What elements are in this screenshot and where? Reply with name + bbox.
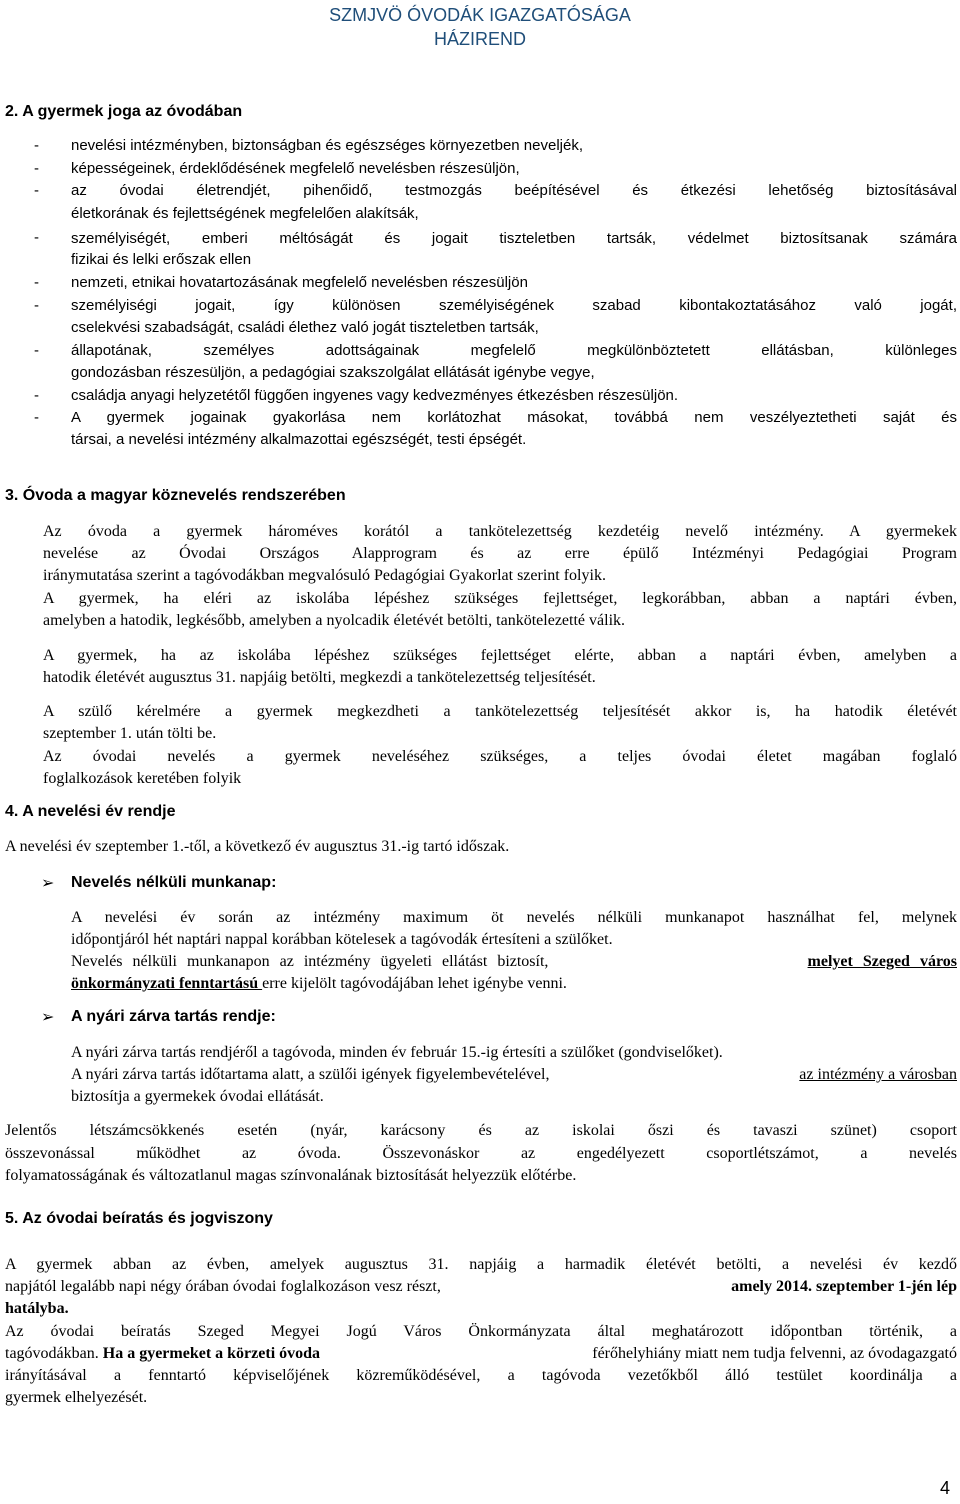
paragraph-line: hatodik életévét augusztus 31. napjáig betölti, megkezdi a tankötelezettség teljesítését.: [43, 669, 596, 686]
paragraph-line: A gyermek abban az évben, amelyek augusztus 31. napjáig a harmadik életévét betölti, a nevelési év kezdő: [5, 1256, 957, 1273]
list-dash: -: [34, 137, 39, 154]
list-item: állapotának, személyes adottságainak megfelelő megkülönböztetett ellátásban, különleges: [71, 342, 957, 359]
paragraph-line: összevonással működhet az óvoda. Összevonáskor az engedélyezett csoportlétszámot, a nevelés: [5, 1145, 957, 1162]
list-dash: -: [34, 387, 39, 404]
paragraph-line: Az óvodai nevelés a gyermek neveléséhez szükséges, a teljes óvodai életet magában foglaló: [43, 748, 957, 765]
list-item-continuation: cselekvési szabadságát, családi élethez való jogát tiszteletben tartsák,: [71, 319, 539, 336]
paragraph-line: irányításával a fenntartó képviselőjének közreműködésével, a tagóvoda vezetőkből álló testület koordinálja a: [5, 1367, 957, 1384]
text-run: Nevelés nélküli munkanapon az intézmény ügyeleti ellátást biztosít,: [71, 953, 549, 970]
page-number: 4: [939, 1478, 950, 1498]
list-dash: -: [34, 274, 39, 291]
emphasis-text: melyet Szeged város: [807, 953, 957, 970]
list-item: A gyermek jogainak gyakorlása nem korlátozhat másokat, továbbá nem veszélyeztetheti saját és: [71, 409, 957, 426]
paragraph-line: folyamatosságának és változatlanul magas színvonalának biztosítását helyezzük előtérbe.: [5, 1167, 577, 1184]
text-run: A nyári zárva tartás időtartama alatt, a szülői igények figyelembevételével,: [71, 1066, 550, 1083]
list-item: az óvodai életrendjét, pihenőidő, testmozgás beépítésével és étkezési lehetőség biztosításával: [71, 182, 957, 199]
list-dash: -: [34, 229, 39, 246]
list-dash: -: [34, 297, 39, 314]
paragraph-line: időpontjáról hét naptári nappal korábban kötelesek a tagóvodák értesíteni a szülőket.: [71, 931, 613, 948]
paragraph-line: A gyermek, ha eléri az iskolába lépéshez szükséges fejlettséget, legkorábban, abban a naptári évben,: [43, 590, 957, 607]
list-dash: -: [34, 182, 39, 199]
bold-text: Ha a gyermeket a körzeti óvoda: [102, 1345, 321, 1362]
list-item-continuation: életkorának és fejlettségének megfelelően alakítsák,: [71, 205, 419, 222]
bold-text: amely 2014. szeptember 1-jén lép: [731, 1278, 957, 1295]
list-item-continuation: fizikai és lelki erőszak ellen: [71, 251, 252, 268]
paragraph-line: [5, 1276, 957, 1298]
list-dash: -: [34, 160, 39, 177]
arrow-bullet-icon: ➢: [41, 875, 55, 892]
list-item-continuation: gondozásban részesüljön, a pedagógiai szakszolgálat ellátását igénybe vegye,: [71, 364, 595, 381]
list-item: személyiségi jogait, így különösen személyiségének szabad kibontakoztatásához való jogát,: [71, 297, 957, 314]
list-item: családja anyagi helyzetétől függően ingyenes vagy kedvezményes étkezésben részesüljön.: [71, 387, 679, 404]
list-item-continuation: társai, a nevelési intézmény alkalmazottai egészségét, testi épségét.: [71, 431, 527, 448]
section-4-title: 4. A nevelési év rendje: [5, 803, 176, 820]
subsection-title: Nevelés nélküli munkanap:: [71, 874, 277, 891]
arrow-bullet-icon: ➢: [41, 1009, 55, 1026]
paragraph-line: [71, 1064, 957, 1086]
subsection-title: A nyári zárva tartás rendje:: [71, 1008, 276, 1025]
paragraph-line: [71, 951, 957, 973]
paragraph-line: A nevelési év során az intézmény maximum öt nevelés nélküli munkanapot használhat fel, melynek: [71, 909, 957, 926]
paragraph-line: A gyermek, ha az iskolába lépéshez szükséges fejlettséget elérte, abban a naptári évben, amelyben a: [43, 647, 957, 664]
text-run: napjától legalább napi négy órában óvodai foglalkozáson vesz részt,: [5, 1278, 441, 1295]
paragraph-line: Az óvoda a gyermek hároméves korától a tankötelezettség kezdetéig nevelő intézmény. A gyermekek: [43, 523, 957, 540]
list-item: nemzeti, etnikai hovatartozásának megfelelő nevelésben részesüljön: [71, 274, 528, 291]
text-run: tagóvodákban.: [5, 1345, 103, 1362]
text-run: férőhelyhiány miatt nem tudja felvenni, az óvodagazgató: [592, 1345, 957, 1362]
list-item: nevelési intézményben, biztonságban és egészséges környezetben neveljék,: [71, 137, 583, 154]
paragraph-line: [71, 973, 567, 995]
text-run: erre kijelölt tagóvodájában lehet igénybe venni.: [262, 975, 567, 992]
section-4-intro: A nevelési év szeptember 1.-től, a következő év augusztus 31.-ig tartó időszak.: [5, 838, 510, 855]
paragraph-line: biztosítja a gyermekek óvodai ellátását.: [71, 1088, 324, 1105]
list-item: képességeinek, érdeklődésének megfelelő nevelésben részesüljön,: [71, 160, 520, 177]
paragraph-line: A nyári zárva tartás rendjéről a tagóvoda, minden év február 15.-ig értesíti a szülőket (gondviselőket).: [71, 1044, 723, 1061]
paragraph-line: foglalkozások keretében folyik: [43, 770, 242, 787]
emphasis-text: önkormányzati fenntartású: [71, 975, 263, 992]
paragraph-line: amelyben a hatodik, legkésőbb, amelyben a nyolcadik életévét betölti, tankötelezetté válik.: [43, 612, 626, 629]
header-line-2: HÁZIREND: [433, 29, 526, 49]
section-3-title: 3. Óvoda a magyar köznevelés rendszerében: [5, 487, 346, 504]
section-2-title: 2. A gyermek joga az óvodában: [5, 103, 243, 120]
paragraph-line: iránymutatása szerint a tagóvodákban megvalósuló Pedagógiai Gyakorlat szerint folyik.: [43, 567, 606, 584]
bold-text: hatályba.: [5, 1300, 69, 1317]
underlined-text: az intézmény a városban: [799, 1066, 957, 1083]
text-run: [5, 1343, 320, 1365]
list-item: személyiségét, emberi méltóságát és jogait tiszteletben tartsák, védelmet biztosítsanak számára: [71, 230, 957, 247]
paragraph-line: [5, 1343, 957, 1365]
paragraph-line: Az óvodai beíratás Szeged Megyei Jogú Város Önkormányzata által meghatározott időpontban történik, a: [5, 1323, 957, 1340]
paragraph-line: Jelentős létszámcsökkenés esetén (nyár, karácsony és az iskolai őszi és tavaszi szünet) csoport: [5, 1122, 957, 1139]
section-5-title: 5. Az óvodai beíratás és jogviszony: [5, 1210, 273, 1227]
paragraph-line: nevelése az Óvodai Országos Alapprogram és az erre épülő Intézményi Pedagógiai Program: [43, 545, 957, 562]
paragraph-line: A szülő kérelmére a gyermek megkezdheti a tankötelezettség teljesítését akkor is, ha hatodik életévét: [43, 703, 957, 720]
paragraph-line: szeptember 1. után tölti be.: [43, 725, 217, 742]
list-dash: -: [34, 342, 39, 359]
paragraph-line: gyermek elhelyezését.: [5, 1389, 148, 1406]
list-dash: -: [34, 409, 39, 426]
paragraph-line: [5, 1298, 69, 1320]
header-line-1: SZMJVÖ ÓVODÁK IGAZGATÓSÁGA: [329, 5, 631, 25]
